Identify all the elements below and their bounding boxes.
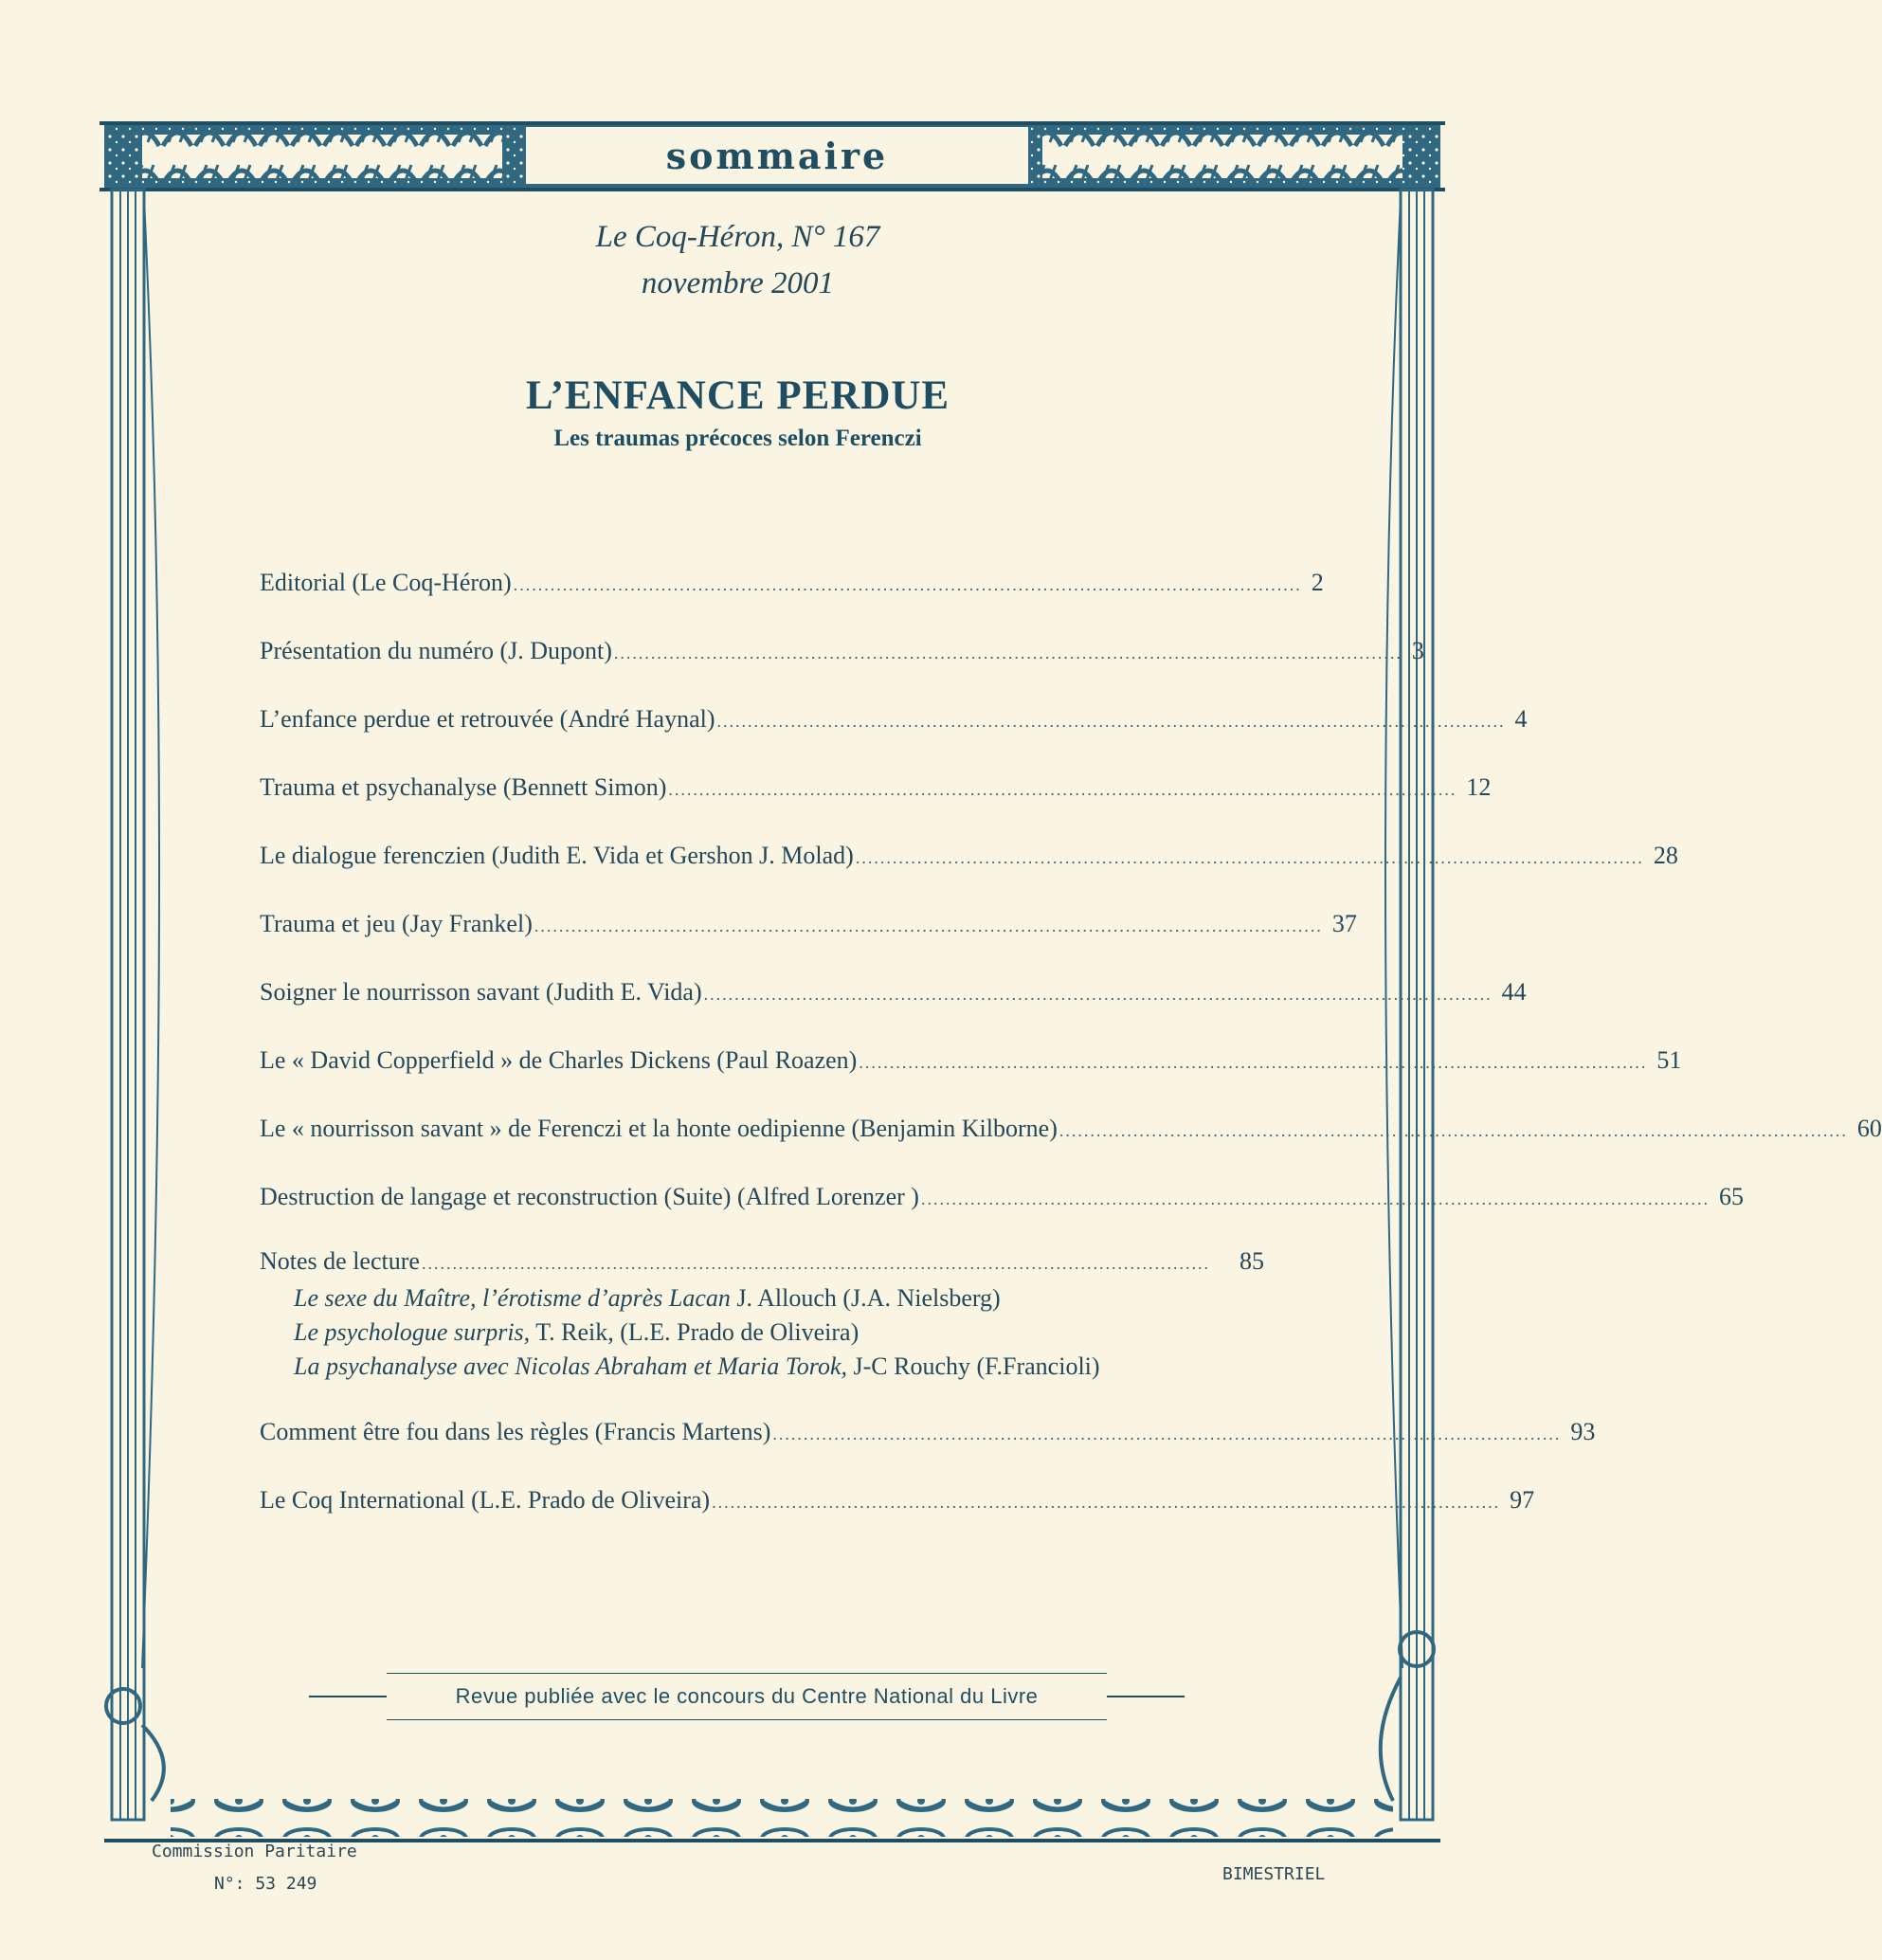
commission-number: N°: 53 249: [214, 1874, 317, 1894]
toc-entry: Soigner le nourrisson savant (Judith E. Vida) ................................................................................................................................ 44: [260, 978, 1527, 1006]
reading-notes-list: [294, 1281, 1279, 1384]
toc-entry-notes: Notes de lecture ................................................................................................................................ 85: [260, 1247, 1264, 1275]
toc-entry: Destruction de langage et reconstruction (Suite) (Alfred Lorenzer ) ................................................................................................................................ 65: [260, 1183, 1744, 1210]
reading-note: La psychanalyse avec Nicolas Abraham et Maria Torok, J-C Rouchy (F.Francioli): [294, 1352, 1100, 1380]
reading-note: Le psychologue surpris, T. Reik, (L.E. Prado de Oliveira): [294, 1318, 860, 1346]
reading-note: Le sexe du Maître, l’érotisme d’après Lacan J. Allouch (J.A. Nielsberg): [294, 1284, 1001, 1312]
issue-title: L’ENFANCE PERDUE: [525, 373, 950, 418]
frequency-label: BIMESTRIEL: [1222, 1864, 1326, 1884]
toc-entry: Le « David Copperfield » de Charles Dickens (Paul Roazen) ................................................................................................................................ 51: [260, 1046, 1682, 1074]
toc-entry: Le dialogue ferenczien (Judith E. Vida et Gershon J. Molad) ................................................................................................................................ 28: [260, 842, 1678, 869]
issue-date: novembre 2001: [641, 266, 835, 300]
toc-entry: Editorial (Le Coq-Héron) ................................................................................................................................ 2: [260, 569, 1324, 596]
toc-entry: Le Coq International (L.E. Prado de Oliveira) ................................................................................................................................ 97: [260, 1486, 1535, 1514]
commission-label: Commission Paritaire: [152, 1842, 357, 1861]
journal-issue: Le Coq-Héron, N° 167: [595, 220, 880, 254]
publication-credit: Revue publiée avec le concours du Centre National du Livre: [387, 1674, 1107, 1719]
toc-entry: Trauma et jeu (Jay Frankel) ................................................................................................................................ 37: [260, 910, 1357, 937]
toc-entry: Présentation du numéro (J. Dupont) ................................................................................................................................ 3: [260, 637, 1424, 664]
commission-info: [152, 1836, 357, 1900]
toc-entry: L’enfance perdue et retrouvée (André Haynal) ................................................................................................................................ 4: [260, 705, 1528, 733]
toc-entry: Le « nourrisson savant » de Ferenczi et la honte oedipienne (Benjamin Kilborne) ................................................................................................................................ 60: [260, 1115, 1882, 1142]
bottom-fringe: [171, 1799, 1393, 1837]
banner-sommaire: sommaire: [526, 127, 1028, 184]
toc-entry: Comment être fou dans les règles (Francis Martens) ................................................................................................................................ 93: [260, 1418, 1596, 1445]
toc-entry: Trauma et psychanalyse (Bennett Simon) ................................................................................................................................ 12: [260, 773, 1492, 801]
issue-subtitle: Les traumas précoces selon Ferenczi: [553, 426, 922, 451]
